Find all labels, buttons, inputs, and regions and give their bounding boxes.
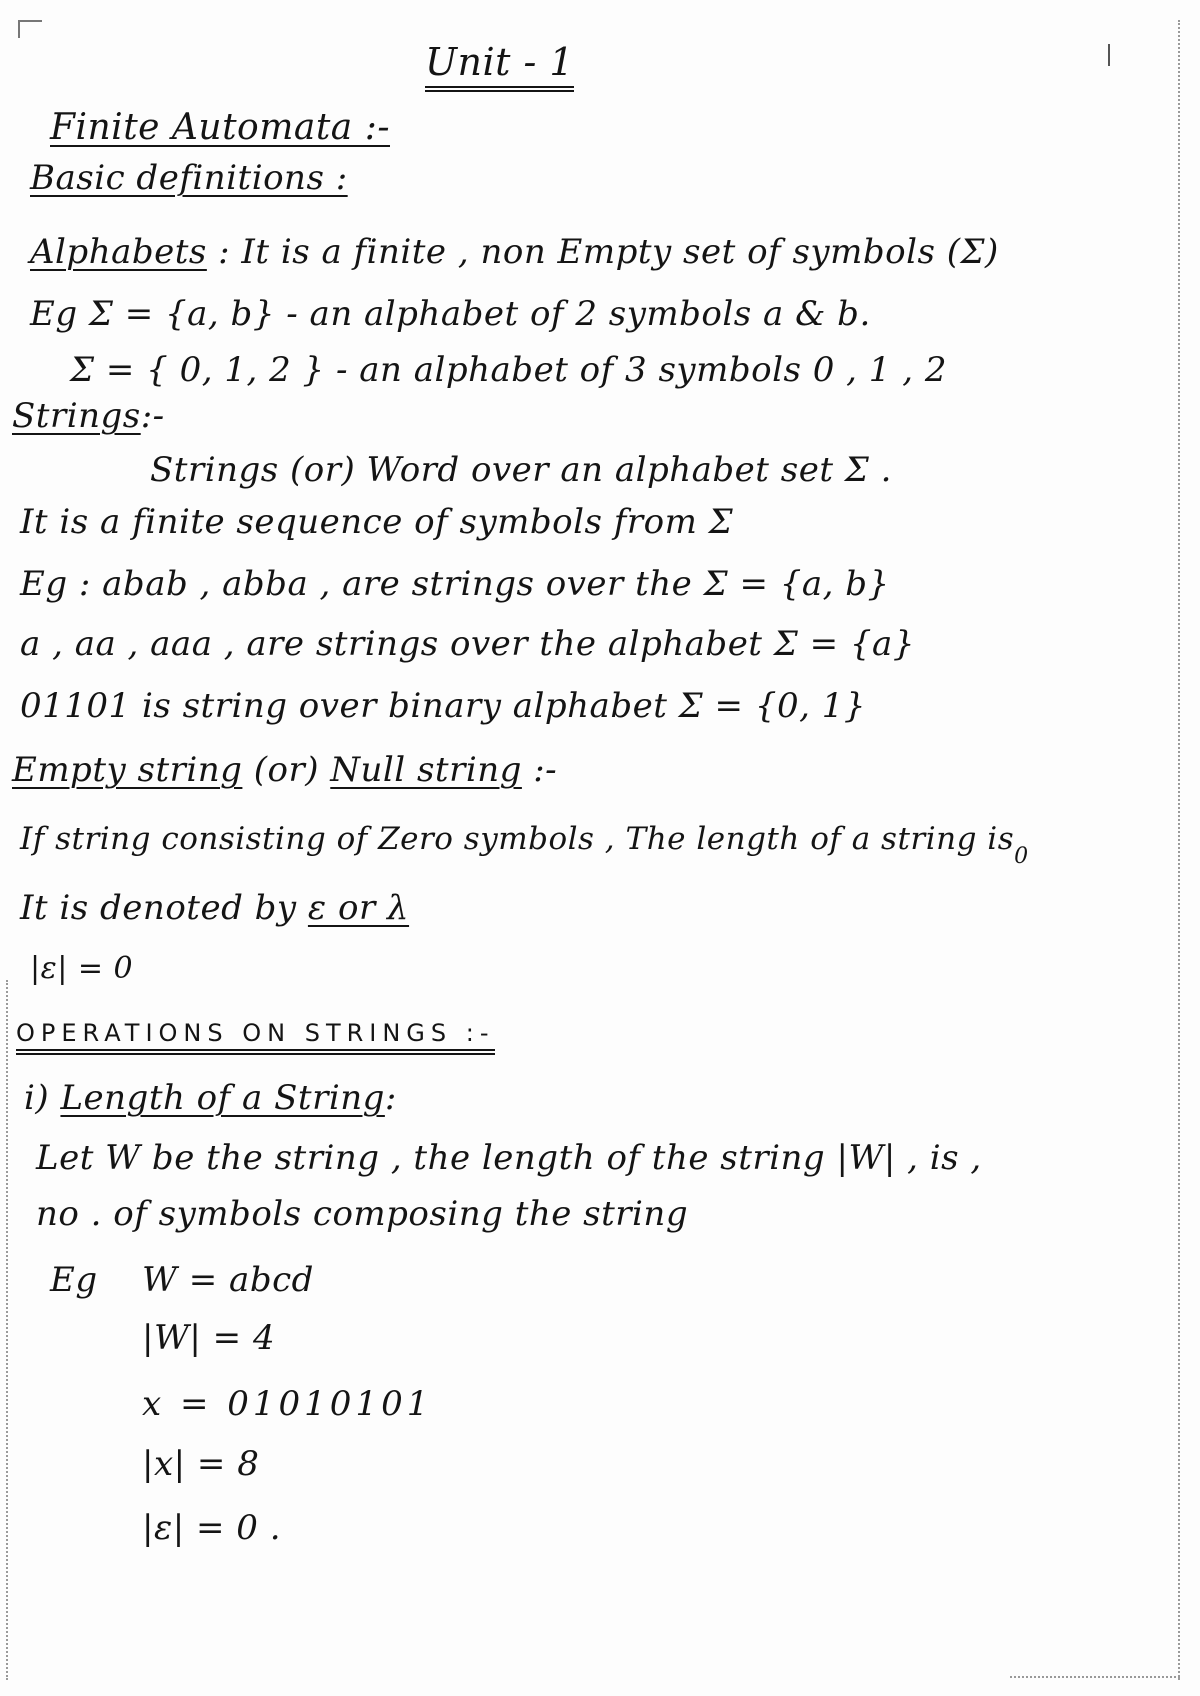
operations-heading-text: OPERATIONS ON STRINGS :- <box>16 1019 495 1055</box>
line-text: |ε| = 0 <box>30 951 134 986</box>
section-heading <box>50 108 390 148</box>
line-text: no . of symbols composing the string <box>36 1194 689 1234</box>
example-line-3 <box>142 1386 432 1423</box>
line-text: Eg : abab , abba , are strings over the Σ = {a, b} <box>20 564 890 604</box>
term-alphabets: Alphabets <box>30 232 207 272</box>
line-text: (or) <box>242 750 331 790</box>
line-binary <box>20 688 866 725</box>
line-text: It is a finite sequence of symbols from Σ <box>20 502 734 542</box>
scan-edge-bottom <box>1010 1676 1180 1678</box>
example-line-4 <box>142 1446 259 1483</box>
line-text: Let W be the string , the length of the string |W| , is , <box>36 1138 982 1178</box>
line-text: :- <box>521 750 558 790</box>
line-alphabets <box>30 234 999 271</box>
scan-edge-right <box>1178 20 1180 1680</box>
example-line-2 <box>142 1320 275 1357</box>
line-text: 01101 is string over binary alphabet Σ = {0, 1} <box>20 686 866 726</box>
operations-heading <box>16 1020 495 1046</box>
line-text: a , aa , aaa , are strings over the alphabet Σ = {a} <box>20 624 915 664</box>
line-strings-heading <box>12 398 165 435</box>
line-denoted <box>20 890 409 927</box>
term-null-string: Null string <box>330 750 522 790</box>
term-strings: Strings <box>12 396 141 436</box>
scan-edge-left <box>6 980 8 1680</box>
example-text: |W| = 4 <box>142 1318 276 1358</box>
example-text: x = 01010101 <box>142 1384 433 1424</box>
line-text: If string consisting of Zero symbols , The length of a string is <box>20 821 1015 857</box>
line-example-012 <box>70 352 947 389</box>
line-eg-a <box>20 626 915 663</box>
line-end-digit: 0 <box>1014 844 1029 869</box>
scan-corner-mark <box>18 20 42 38</box>
line-text: Strings (or) Word over an alphabet set Σ . <box>150 450 892 490</box>
term-empty-string: Empty string <box>12 750 243 790</box>
example-label <box>50 1262 98 1299</box>
line-empty-string-heading <box>12 752 557 789</box>
subheading-text: Basic definitions : <box>30 158 348 198</box>
example-text: W = abcd <box>142 1260 314 1300</box>
line-text: :- <box>140 396 165 436</box>
line-text: Σ = { 0, 1, 2 } - an alphabet of 3 symbols 0 , 1 , 2 <box>70 350 947 390</box>
line-text: It is denoted by <box>20 888 308 928</box>
page-title <box>425 42 574 92</box>
subheading <box>30 160 348 197</box>
line-finite-sequence <box>20 504 733 541</box>
section-heading-text: Finite Automata :- <box>50 107 390 148</box>
line-zero-symbols <box>20 822 1029 869</box>
line-strings-def <box>150 452 892 489</box>
op1-line-2 <box>36 1196 688 1233</box>
page-title-text: Unit - 1 <box>425 40 575 84</box>
example-line-5 <box>142 1510 281 1547</box>
line-text: Eg Σ = {a, b} - an alphabet of 2 symbols a & b. <box>30 294 871 334</box>
scan-tick-mark <box>1108 44 1110 66</box>
op1-title: Length of a String <box>60 1078 385 1118</box>
op1-line-1 <box>36 1140 982 1177</box>
line-eg-abab <box>20 566 890 603</box>
example-text: |x| = 8 <box>142 1444 260 1484</box>
line-text: : It is a finite , non Empty set of symbols (Σ) <box>206 232 999 272</box>
op1-heading <box>24 1080 397 1117</box>
term-epsilon-lambda: ε or λ <box>307 888 410 928</box>
example-label-text: Eg <box>50 1260 98 1300</box>
example-line-1 <box>142 1262 314 1299</box>
op1-colon: : <box>384 1078 397 1118</box>
op1-number: i) <box>24 1078 50 1118</box>
line-example-ab <box>30 296 871 333</box>
line-epsilon-length <box>30 952 133 985</box>
example-text: |ε| = 0 . <box>142 1508 282 1548</box>
